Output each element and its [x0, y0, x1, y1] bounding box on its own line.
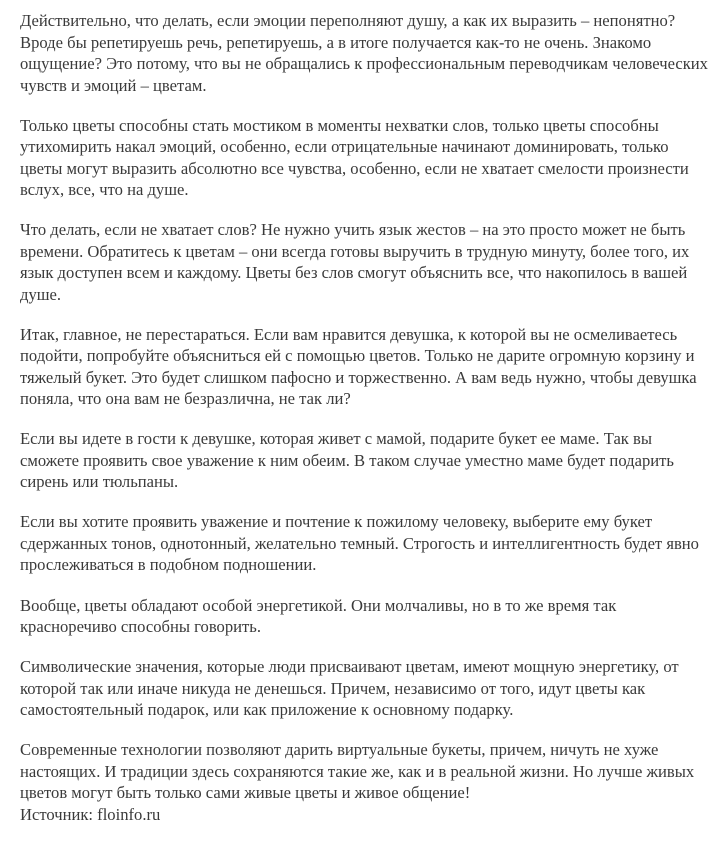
paragraph-2: Только цветы способны стать мостиком в моменты нехватки слов, только цветы способны утихомирить накал эмоций, особенно, если отрицательные начинают доминировать, только цветы могут выразить абсолютно все чувства, особенно, если не хватает смелости произнести вслух, все, что на душе.	[20, 115, 689, 200]
paragraph-5: Если вы идете в гости к девушке, которая живет с мамой, подарите букет ее маме. Так вы сможете проявить свое уважение к ним обеим. В таком случае уместно маме будет подарить сирень или тюльпаны.	[20, 429, 674, 492]
paragraph-7: Вообще, цветы обладают особой энергетикой. Они молчаливы, но в то же время так красноречиво способны говорить.	[20, 595, 617, 637]
paragraph-3: Что делать, если не хватает слов? Не нужно учить язык жестов – на это просто может не быть времени. Обратитесь к цветам – они всегда готовы выручить в трудную минуту, более того, их язык доступен всем и каждому. Цветы без слов смогут объяснить все, что накопилось в вашей душе.	[20, 220, 690, 304]
paragraph-6: Если вы хотите проявить уважение и почтение к пожилому человеку, выберите ему букет сдержанных тонов, однотонный, желательно темный. Строгость и интеллигентность будет явно прослеживаться в подобном подношении.	[20, 512, 699, 575]
paragraph-9: Современные технологии позволяют дарить виртуальные букеты, причем, ничуть не хуже настоящих. И традиции здесь сохраняются такие же, как и в реальной жизни. Но лучше живых цветов могут быть только сами живые цветы и живое общение!	[20, 740, 695, 803]
source-attribution: Источник: floinfo.ru	[20, 804, 161, 824]
paragraph-4: Итак, главное, не перестараться. Если вам нравится девушка, к которой вы не осмеливаетесь подойти, попробуйте объясниться ей с помощью цветов. Только не дарите огромную корзину и тяжелый букет. Это будет слишком пафосно и торжественно. А вам ведь нужно, чтобы девушка поняла, что она вам не безразлична, не так ли?	[20, 324, 697, 409]
paragraph-8: Символические значения, которые люди присваивают цветам, имеют мощную энергетику, от которой так или иначе никуда не денешься. Причем, независимо от того, идут цветы как самостоятельный подарок, или как приложение к основному подарку.	[20, 657, 679, 720]
article-body	[20, 10, 712, 844]
paragraph-1: Действительно, что делать, если эмоции переполняют душу, а как их выразить – непонятно? Вроде бы репетируешь речь, репетируешь, а в итоге получается как-то не очень. Знакомо ощущение? Это потому, что вы не обращались к профессиональным переводчикам человеческих чувств и эмоций – цветам.	[20, 11, 708, 95]
